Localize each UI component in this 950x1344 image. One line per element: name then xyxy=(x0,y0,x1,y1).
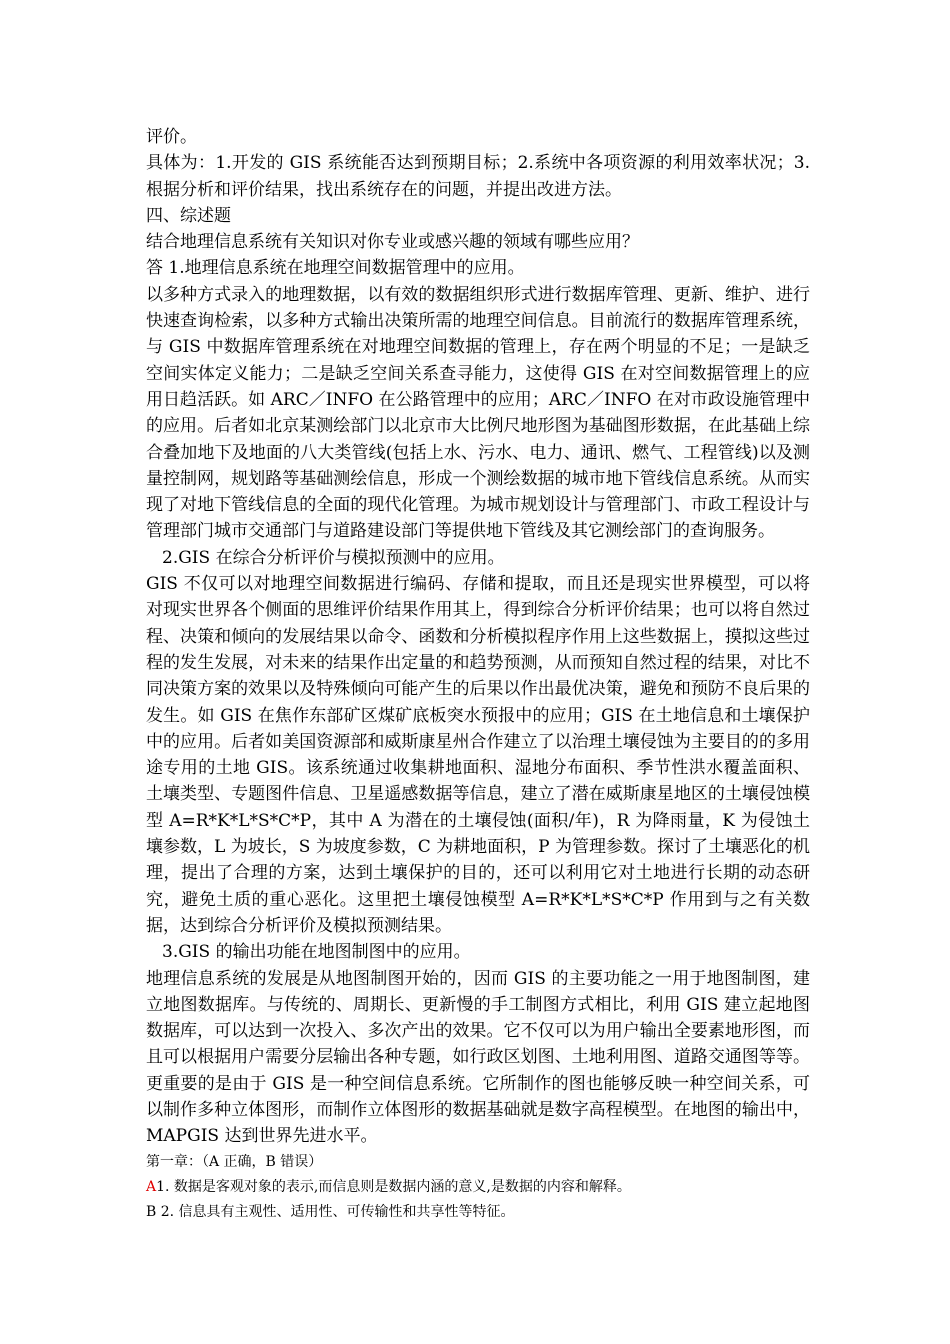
essay-question: 结合地理信息系统有关知识对你专业或感兴趣的领域有哪些应用？ xyxy=(146,232,639,253)
chapter-heading: 第一章：（A 正确，B 错误） xyxy=(146,1153,323,1170)
question-1-text: 1. 数据是客观对象的表示,而信息则是数据内涵的意义,是数据的内容和解释。 xyxy=(156,1178,631,1195)
question-1-answer: A xyxy=(146,1178,157,1195)
document-page xyxy=(146,124,810,1225)
question-2: B 2. 信息具有主观性、适用性、可传输性和共享性等特征。 xyxy=(146,1203,515,1220)
answer-paragraph-2: GIS 不仅可以对地理空间数据进行编码、存储和提取，而且还是现实世界模型，可以将对现实世界各个侧面的思维评价结果作用其上，得到综合分析评价结果；也可以将自然过程、决策和倾向的发展结果以命令、函数和分析模拟程序作用上这些数据上，摸拟这些过程的发生发展，对未来的结果作出定量的和趋势预测，从而预知自然过程的结果，对比不同决策方案的效果以及特殊倾向可能产生的后果以作出最优决策，避免和预防不良后果的发生。如 GIS 在焦作东部矿区煤矿底板突水预报中的应用；GIS 在土地信息和土壤保护中的应用。后者如美国资源部和威斯康星州合作建立了以治理土壤侵蚀为主要目的的多用途专用的土地 GIS。该系统通过收集耕地面积、湿地分布面积、季节性洪水覆盖面积、土壤类型、专题图件信息、卫星遥感数据等信息，建立了潜在威斯康星地区的土壤侵蚀模型 A=R*K*L*S*C*P，其中 A 为潜在的土壤侵蚀(面积/年)，R 为降雨量，K 为侵蚀土壤参数，L 为坡长，S 为坡度参数，C 为耕地面积，P 为管理参数。探讨了土壤恶化的机理，提出了合理的方案，达到土壤保护的目的，还可以利用它对土地进行长期的动态研究，避免土质的重心恶化。这里把土壤侵蚀模型 A=R*K*L*S*C*P 作用到与之有关数据，达到综合分析评价及模拟预测结果。 xyxy=(146,574,810,936)
answer-paragraph-1: 以多种方式录入的地理数据，以有效的数据组织形式进行数据库管理、更新、维护、进行快速查询检索，以多种方式输出决策所需的地理空间信息。目前流行的数据库管理系统，与 GIS 中数据库管理系统在对地理空间数据的管理上，存在两个明显的不足；一是缺乏空间实体定义能力；二是缺乏空间关系查寻能力，这使得 GIS 在对空间数据管理上的应用日趋活跃。如 ARC／INFO 在公路管理中的应用；ARC／INFO 在对市政设施管理中的应用。后者如北京某测绘部门以北京市大比例尺地形图为基础图形数据，在此基础上综合叠加地下及地面的八大类管线(包括上水、污水、电力、通讯、燃气、工程管线)以及测量控制网，规划路等基础测绘信息，形成一个测绘数据的城市地下管线信息系统。从而实现了对地下管线信息的全面的现代化管理。为城市规划设计与管理部门、市政工程设计与管理部门城市交通部门与道路建设部门等提供地下管线及其它测绘部门的查询服务。 xyxy=(146,284,810,542)
answer-heading-3: 3.GIS 的输出功能在地图制图中的应用。 xyxy=(162,942,471,963)
text-evaluation-details: 具体为：1.开发的 GIS 系统能否达到预期目标；2.系统中各项资源的利用效率状况；3.根据分析和评价结果，找出系统存在的问题，并提出改进方法。 xyxy=(146,153,810,200)
answer-heading-1: 答 1.地理信息系统在地理空间数据管理中的应用。 xyxy=(146,258,525,279)
section-heading-essay: 四、综述题 xyxy=(146,205,231,226)
answer-paragraph-3: 地理信息系统的发展是从地图制图开始的，因而 GIS 的主要功能之一用于地图制图，建立地图数据库。与传统的、周期长、更新慢的手工制图方式相比，利用 GIS 建立起地图数据库，可以达到一次投入、多次产出的效果。它不仅可以为用户输出全要素地形图，而且可以根据用户需要分层输出各种专题，如行政区划图、土地利用图、道路交通图等等。更重要的是由于 GIS 是一种空间信息系统。它所制作的图也能够反映一种空间关系，可以制作多种立体图形，而制作立体图形的数据基础就是数字高程模型。在地图的输出中，MAPGIS 达到世界先进水平。 xyxy=(146,968,810,1147)
question-1 xyxy=(146,1175,810,1200)
text-line-evaluation: 评价。 xyxy=(146,127,197,147)
answer-heading-2: 2.GIS 在综合分析评价与模拟预测中的应用。 xyxy=(162,547,505,568)
